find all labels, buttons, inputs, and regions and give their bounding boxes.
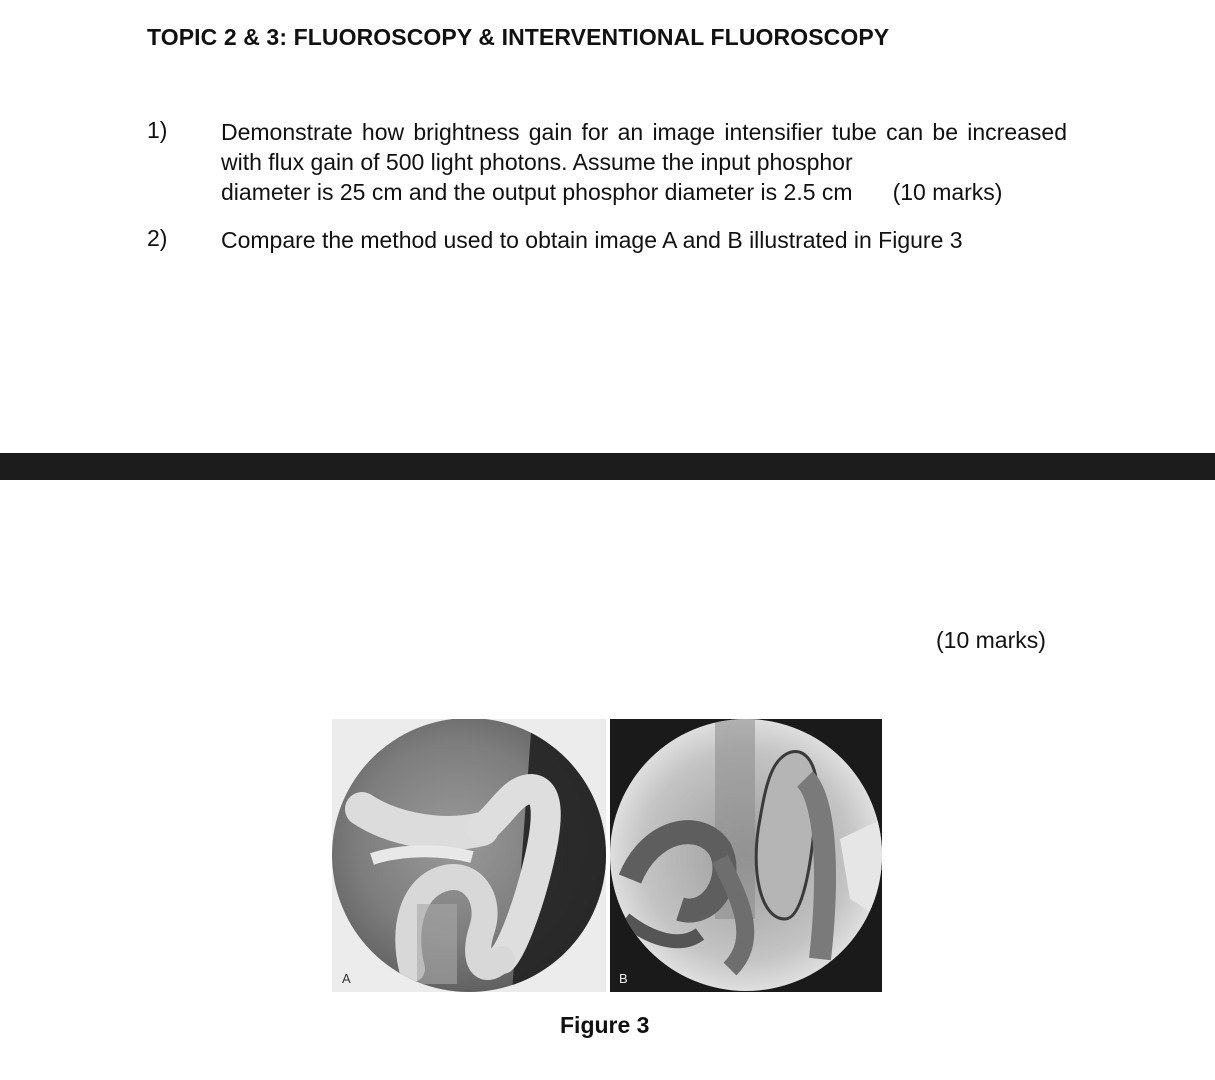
question-2-text: Compare the method used to obtain image A and B illustrated in Figure 3	[221, 227, 963, 253]
fluoroscopy-image-b	[610, 719, 882, 992]
question-1-number: 1)	[147, 117, 168, 143]
figure-caption: Figure 3	[560, 1012, 650, 1038]
panel-a-label: A	[342, 971, 351, 986]
question-1-text-main: Demonstrate how brightness gain for an image intensifier tube can be increased with flux gain of 500 light photons. Assume the input phosphor	[221, 119, 1067, 175]
panel-b-label: B	[619, 971, 628, 986]
page-title: TOPIC 2 & 3: FLUOROSCOPY & INTERVENTIONAL FLUOROSCOPY	[147, 24, 890, 50]
question-1-text-last: diameter is 25 cm and the output phosphor diameter is 2.5 cm	[221, 179, 853, 205]
question-1-last-line	[221, 177, 1067, 207]
figure-3	[332, 719, 882, 992]
question-2-marks: (10 marks)	[936, 627, 1046, 653]
fluoroscopy-image-a	[332, 719, 606, 992]
page-divider-bar	[0, 453, 1215, 480]
fluoroscopy-image-b-graphic	[610, 719, 882, 992]
question-2-number: 2)	[147, 225, 168, 251]
fluoroscopy-image-a-graphic	[332, 719, 606, 992]
question-1-marks: (10 marks)	[892, 179, 1003, 205]
question-1-text	[221, 117, 1067, 207]
